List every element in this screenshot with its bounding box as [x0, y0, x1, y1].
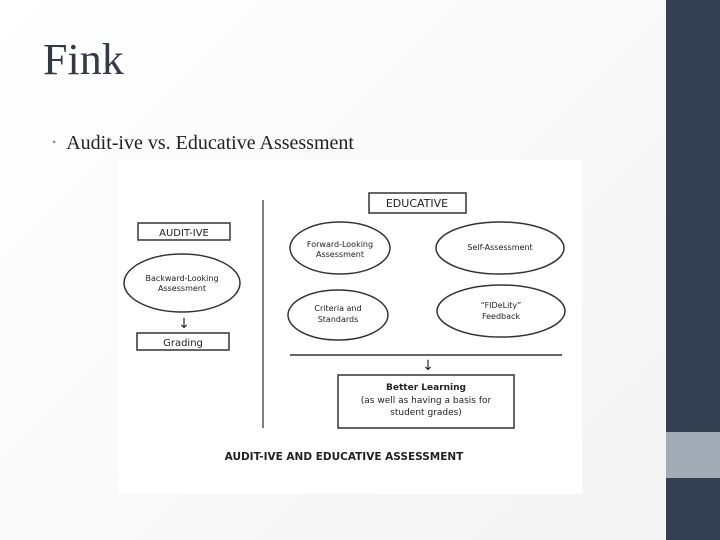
bullet-item — [52, 132, 354, 155]
diagram-caption: AUDIT-IVE AND EDUCATIVE ASSESSMENT — [224, 451, 464, 463]
better-learning-line3: student grades) — [390, 408, 462, 418]
backward-looking-label-line1: Backward-Looking — [145, 274, 219, 283]
auditive-header: AUDIT-IVE — [159, 228, 209, 239]
self-assessment-label: Self-Assessment — [467, 243, 533, 252]
backward-looking-label-line2: Assessment — [158, 284, 206, 293]
educative-header: EDUCATIVE — [385, 197, 449, 210]
bullet-dot-icon: • — [52, 135, 57, 149]
arrow-down-icon: ↓ — [178, 316, 190, 332]
bullet-text: Audit-ive vs. Educative Assessment — [66, 132, 354, 154]
criteria-label-line2: Standards — [317, 315, 359, 324]
assessment-diagram — [118, 160, 582, 494]
grading-label: Grading — [163, 338, 203, 349]
sidebar-accent — [666, 432, 720, 478]
better-learning-line2: (as well as having a basis for — [360, 396, 492, 406]
forward-looking-label-line1: Forward-Looking — [306, 240, 374, 249]
fidelity-label-line1: “FIDeLity” — [480, 301, 522, 310]
backward-looking-oval — [124, 254, 240, 312]
arrow-down-icon: ↓ — [422, 358, 434, 374]
criteria-label-line1: Criteria and — [314, 304, 362, 313]
better-learning-title: Better Learning — [386, 383, 466, 393]
slide-title: Fink — [43, 35, 124, 84]
fidelity-label-line2: Feedback — [481, 312, 521, 321]
fidelity-oval — [437, 285, 565, 337]
forward-looking-label-line2: Assessment — [316, 250, 364, 259]
